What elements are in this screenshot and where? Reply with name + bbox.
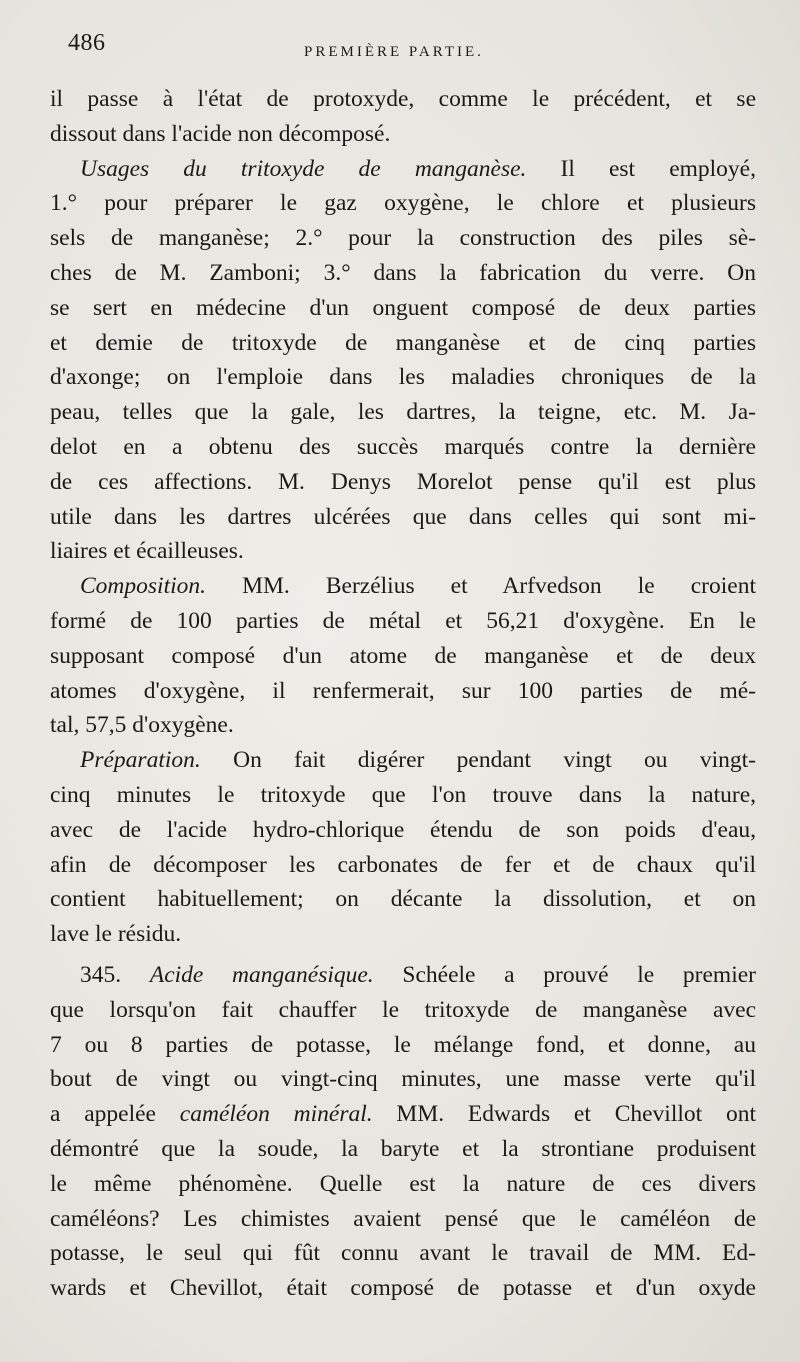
text-line: il passe à l'état de protoxyde, comme le précédent, et se [50,86,756,112]
text-line: tal, 57,5 d'oxygène. [50,712,234,739]
text-line: se sert en médecine d'un onguent composé de deux parties [50,294,756,321]
text-line: Préparation. On fait digérer pendant vingt ou vingt- [80,747,756,774]
text-line: d'axonge; on l'emploie dans les maladies chroniques de la [50,364,756,391]
section-number: 345. [80,961,122,988]
text-line: 345. Acide manganésique. Schéele a prouvé le premier [80,961,757,988]
paragraph-usages [50,152,756,570]
text-line: 7 ou 8 parties de potasse, le mélange fond, et donne, au [50,1031,756,1058]
text-line: bout de vingt ou vingt-cinq minutes, une masse verte qu'il [50,1066,756,1093]
paragraph-composition [50,569,756,743]
page-number: 486 [68,30,106,56]
text-line: lave le résidu. [50,921,182,948]
text-line: Usages du tritoxyde de manganèse. Il est employé, [80,155,756,182]
page-header [50,30,756,78]
text-line: peau, telles que la gale, les dartres, la teigne, etc. M. Ja- [50,399,756,426]
section-heading-acide: Acide manganésique. [149,961,374,988]
text-line: potasse, le seul qui fût connu avant le travail de MM. Ed- [50,1240,756,1267]
text-line: sels de manganèse; 2.° pour la construction des piles sè- [50,225,756,252]
text-line: que lorsqu'on fait chauffer le tritoxyde de manganèse avec [50,996,756,1023]
text-line: le même phénomène. Quelle est la nature de ces divers [50,1170,756,1197]
text-line: liaires et écailleuses. [50,538,244,565]
text-line: démontré que la soude, la baryte et la strontiane produisent [50,1135,756,1162]
body-text [50,82,756,1306]
text-line: caméléons? Les chimistes avaient pensé que le caméléon de [50,1205,756,1232]
text-line: cinq minutes le tritoxyde que l'on trouve dans la nature, [50,781,756,808]
section-heading-composition: Composition. [80,573,207,600]
text-line: wards et Chevillot, était composé de potasse et d'un oxyde [50,1275,756,1302]
text-line: et demie de tritoxyde de manganèse et de cinq parties [50,329,756,356]
term-cameleon-mineral: caméléon minéral. [179,1101,373,1128]
text-line: de ces affections. M. Denys Morelot pense qu'il est plus [50,468,756,495]
section-heading-usages: Usages du tritoxyde de manganèse. [80,155,527,182]
text-line: afin de décomposer les carbonates de fer et de chaux qu'il [50,851,756,878]
text-line: Composition. MM. Berzélius et Arfvedson le croient [80,573,756,600]
text-line: contient habituellement; on décante la dissolution, et on [50,886,756,913]
text-line: atomes d'oxygène, il renfermerait, sur 100 parties de mé- [50,677,756,704]
text-line: dissout dans l'acide non décomposé. [50,120,391,147]
text-line: avec de l'acide hydro-chlorique étendu de son poids d'eau, [50,816,756,843]
text-line: formé de 100 parties de métal et 56,21 d'oxygène. En le [50,607,756,634]
paragraph-preparation [50,743,756,952]
text-line: utile dans les dartres ulcérées que dans celles qui sont mi- [50,503,756,530]
running-head: PREMIÈRE PARTIE. [304,44,484,60]
text-line: 1.° pour préparer le gaz oxygène, le chlore et plusieurs [50,190,756,217]
text-line: ches de M. Zamboni; 3.° dans la fabrication du verre. On [50,259,756,286]
section-heading-preparation: Préparation. [80,747,201,774]
paragraph-continuation [50,82,756,152]
text-line: supposant composé d'un atome de manganèse et de deux [50,642,756,669]
text-line: a appelée caméléon minéral. MM. Edwards et Chevillot ont [50,1101,756,1128]
paragraph-acide-manganesique [50,958,756,1306]
text-line: delot en a obtenu des succès marqués contre la dernière [50,433,756,460]
